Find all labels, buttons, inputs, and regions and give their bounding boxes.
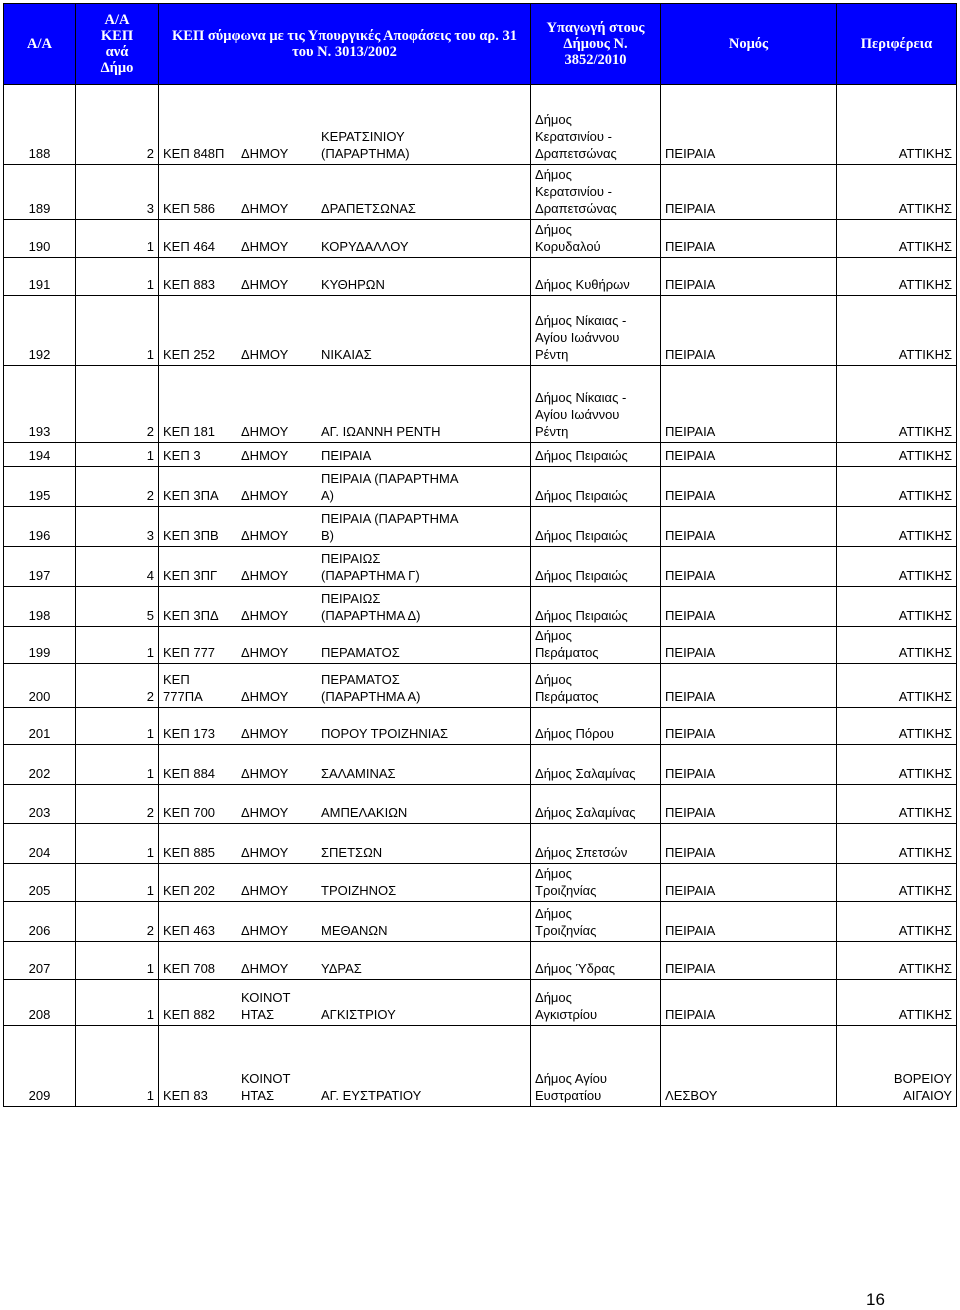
row-nomos-cell: ΠΕΙΡΑΙΑ <box>661 824 837 864</box>
row-dimos-cell: Δήμος Περάματος <box>531 627 661 664</box>
row-dimos-cell: Δήμος Πειραιώς <box>531 547 661 587</box>
row-kep-cell <box>159 443 531 467</box>
row-aa-cell: 208 <box>4 980 76 1026</box>
row-dimos-cell: Δήμος Αγκιστρίου <box>531 980 661 1026</box>
row-dimos-cell: Δήμος Πόρου <box>531 708 661 745</box>
row-perifereia-cell: ΑΤΤΙΚΗΣ <box>837 366 957 443</box>
row-kep-dimou: ΔΗΜΟΥ <box>241 488 289 503</box>
row-nomos-cell: ΠΕΙΡΑΙΑ <box>661 942 837 980</box>
table-row <box>4 507 957 547</box>
row-nomos-cell: ΠΕΙΡΑΙΑ <box>661 902 837 942</box>
row-perifereia-cell: ΑΤΤΙΚΗΣ <box>837 745 957 785</box>
row-per-dimo-cell: 2 <box>76 902 159 942</box>
table-row <box>4 902 957 942</box>
row-aa-cell: 192 <box>4 296 76 366</box>
row-perifereia-cell: ΑΤΤΙΚΗΣ <box>837 664 957 708</box>
row-kep-code: ΚΕΠ 173 <box>163 726 216 741</box>
row-perifereia-cell: ΑΤΤΙΚΗΣ <box>837 864 957 902</box>
row-perifereia-cell: ΑΤΤΙΚΗΣ <box>837 708 957 745</box>
row-kep-name: ΠΟΡΟΥ ΤΡΟΙΖΗΝΙΑΣ <box>321 726 449 741</box>
row-kep-name: ΚΥΘΗΡΩΝ <box>321 277 385 292</box>
table-row <box>4 467 957 507</box>
row-aa-cell: 205 <box>4 864 76 902</box>
row-kep-cell <box>159 296 531 366</box>
row-kep-code: ΚΕΠ 464 <box>163 239 216 254</box>
row-per-dimo-cell: 1 <box>76 296 159 366</box>
row-per-dimo-cell: 4 <box>76 547 159 587</box>
row-kep-dimou: ΔΗΜΟΥ <box>241 146 289 161</box>
row-kep-cell <box>159 507 531 547</box>
row-aa-cell: 196 <box>4 507 76 547</box>
row-kep-name: ΠΕΙΡΑΙΑ <box>321 448 372 463</box>
row-kep-name: ΥΔΡΑΣ <box>321 961 362 976</box>
table-row <box>4 980 957 1026</box>
table-row <box>4 296 957 366</box>
row-per-dimo-cell: 1 <box>76 443 159 467</box>
row-perifereia-cell: ΑΤΤΙΚΗΣ <box>837 627 957 664</box>
row-kep-cell <box>159 258 531 296</box>
row-kep-code: ΚΕΠ 884 <box>163 766 216 781</box>
row-kep-cell <box>159 366 531 443</box>
row-kep-code: ΚΕΠ 3ΠΔ <box>163 608 219 623</box>
row-kep-dimou: ΚΟΙΝΟΤ ΗΤΑΣ <box>241 1071 291 1103</box>
row-perifereia-cell: ΑΤΤΙΚΗΣ <box>837 942 957 980</box>
row-kep-cell <box>159 85 531 165</box>
row-kep-code: ΚΕΠ 202 <box>163 883 216 898</box>
row-kep-code: ΚΕΠ 3ΠΓ <box>163 568 218 583</box>
row-per-dimo-cell: 2 <box>76 785 159 824</box>
row-nomos-cell: ΠΕΙΡΑΙΑ <box>661 296 837 366</box>
row-kep-code: ΚΕΠ 3ΠΑ <box>163 488 219 503</box>
row-nomos-cell: ΠΕΙΡΑΙΑ <box>661 627 837 664</box>
header-aa-per-dimo: Α/Α ΚΕΠ ανά Δήμο <box>76 4 159 85</box>
row-kep-dimou: ΔΗΜΟΥ <box>241 726 289 741</box>
header-perifereia: Περιφέρεια <box>837 4 957 85</box>
row-per-dimo-cell: 1 <box>76 1026 159 1107</box>
row-dimos-cell: Δήμος Αγίου Ευστρατίου <box>531 1026 661 1107</box>
row-dimos-cell: Δήμος Πειραιώς <box>531 587 661 627</box>
header-kep: ΚΕΠ σύμφωνα με τις Υπουργικές Αποφάσεις του αρ. 31 του Ν. 3013/2002 <box>159 4 531 85</box>
row-dimos-cell: Δήμος Ύδρας <box>531 942 661 980</box>
row-dimos-cell: Δήμος Κορυδαλού <box>531 220 661 258</box>
row-kep-name: ΑΜΠΕΛΑΚΙΩΝ <box>321 805 408 820</box>
row-kep-code: ΚΕΠ 700 <box>163 805 216 820</box>
row-aa-cell: 195 <box>4 467 76 507</box>
row-kep-name: ΠΕΡΑΜΑΤΟΣ (ΠΑΡΑΡΤΗΜΑ Α) <box>321 672 421 704</box>
table-row <box>4 85 957 165</box>
row-kep-cell <box>159 627 531 664</box>
row-per-dimo-cell: 1 <box>76 745 159 785</box>
row-kep-cell <box>159 942 531 980</box>
table-row <box>4 942 957 980</box>
row-kep-cell <box>159 745 531 785</box>
row-kep-cell <box>159 1026 531 1107</box>
row-nomos-cell: ΠΕΙΡΑΙΑ <box>661 745 837 785</box>
row-kep-dimou: ΔΗΜΟΥ <box>241 845 289 860</box>
row-kep-code: ΚΕΠ 848Π <box>163 146 225 161</box>
row-kep-dimou: ΔΗΜΟΥ <box>241 201 289 216</box>
row-dimos-cell: Δήμος Τροιζηνίας <box>531 864 661 902</box>
row-per-dimo-cell: 1 <box>76 824 159 864</box>
row-kep-code: ΚΕΠ 708 <box>163 961 216 976</box>
row-kep-code: ΚΕΠ 882 <box>163 1007 216 1022</box>
row-kep-code: ΚΕΠ 252 <box>163 347 216 362</box>
row-nomos-cell: ΠΕΙΡΑΙΑ <box>661 220 837 258</box>
row-aa-cell: 189 <box>4 165 76 220</box>
row-kep-dimou: ΔΗΜΟΥ <box>241 528 289 543</box>
row-perifereia-cell: ΑΤΤΙΚΗΣ <box>837 85 957 165</box>
table-row <box>4 443 957 467</box>
header-ypagogi: Υπαγωγή στους Δήμους Ν. 3852/2010 <box>531 4 661 85</box>
table-row <box>4 627 957 664</box>
row-dimos-cell: Δήμος Νίκαιας - Αγίου Ιωάννου Ρέντη <box>531 366 661 443</box>
row-nomos-cell: ΠΕΙΡΑΙΑ <box>661 980 837 1026</box>
row-kep-name: ΣΑΛΑΜΙΝΑΣ <box>321 766 396 781</box>
row-perifereia-cell: ΑΤΤΙΚΗΣ <box>837 467 957 507</box>
row-nomos-cell: ΠΕΙΡΑΙΑ <box>661 507 837 547</box>
table-row <box>4 864 957 902</box>
row-aa-cell: 206 <box>4 902 76 942</box>
row-kep-cell <box>159 864 531 902</box>
row-kep-cell <box>159 708 531 745</box>
row-kep-cell <box>159 824 531 864</box>
row-aa-cell: 191 <box>4 258 76 296</box>
row-aa-cell: 209 <box>4 1026 76 1107</box>
table-row <box>4 258 957 296</box>
row-kep-cell <box>159 902 531 942</box>
row-kep-dimou: ΔΗΜΟΥ <box>241 277 289 292</box>
row-nomos-cell: ΛΕΣΒΟΥ <box>661 1026 837 1107</box>
table-row <box>4 587 957 627</box>
row-aa-cell: 202 <box>4 745 76 785</box>
row-aa-cell: 197 <box>4 547 76 587</box>
row-perifereia-cell: ΑΤΤΙΚΗΣ <box>837 443 957 467</box>
row-dimos-cell: Δήμος Κερατσινίου - Δραπετσώνας <box>531 165 661 220</box>
row-per-dimo-cell: 2 <box>76 664 159 708</box>
row-kep-dimou: ΔΗΜΟΥ <box>241 239 289 254</box>
row-dimos-cell: Δήμος Σαλαμίνας <box>531 745 661 785</box>
row-kep-name: ΑΓ. ΕΥΣΤΡΑΤΙΟΥ <box>321 1088 422 1103</box>
table-row <box>4 745 957 785</box>
row-kep-name: ΠΕΡΑΜΑΤΟΣ <box>321 645 400 660</box>
table-row <box>4 664 957 708</box>
row-perifereia-cell: ΑΤΤΙΚΗΣ <box>837 296 957 366</box>
row-nomos-cell: ΠΕΙΡΑΙΑ <box>661 443 837 467</box>
header-nomos: Νομός <box>661 4 837 85</box>
row-nomos-cell: ΠΕΙΡΑΙΑ <box>661 547 837 587</box>
table-row <box>4 547 957 587</box>
row-aa-cell: 204 <box>4 824 76 864</box>
table-row <box>4 366 957 443</box>
row-kep-name: ΚΟΡΥΔΑΛΛΟΥ <box>321 239 409 254</box>
row-perifereia-cell: ΑΤΤΙΚΗΣ <box>837 547 957 587</box>
row-per-dimo-cell: 3 <box>76 507 159 547</box>
row-per-dimo-cell: 3 <box>76 165 159 220</box>
row-kep-cell <box>159 467 531 507</box>
row-dimos-cell: Δήμος Κερατσινίου - Δραπετσώνας <box>531 85 661 165</box>
row-kep-dimou: ΔΗΜΟΥ <box>241 347 289 362</box>
row-kep-name: ΝΙΚΑΙΑΣ <box>321 347 372 362</box>
row-aa-cell: 200 <box>4 664 76 708</box>
row-aa-cell: 207 <box>4 942 76 980</box>
row-per-dimo-cell: 1 <box>76 942 159 980</box>
row-kep-dimou: ΔΗΜΟΥ <box>241 923 289 938</box>
row-per-dimo-cell: 5 <box>76 587 159 627</box>
row-nomos-cell: ΠΕΙΡΑΙΑ <box>661 864 837 902</box>
row-perifereia-cell: ΑΤΤΙΚΗΣ <box>837 785 957 824</box>
table-row <box>4 708 957 745</box>
row-kep-dimou: ΔΗΜΟΥ <box>241 766 289 781</box>
row-dimos-cell: Δήμος Πειραιώς <box>531 443 661 467</box>
row-aa-cell: 188 <box>4 85 76 165</box>
row-per-dimo-cell: 2 <box>76 85 159 165</box>
row-aa-cell: 193 <box>4 366 76 443</box>
row-kep-code: ΚΕΠ 777 <box>163 645 216 660</box>
row-kep-name: ΠΕΙΡΑΙΑ (ΠΑΡΑΡΤΗΜΑ Α) <box>321 471 459 503</box>
header-aa: Α/Α <box>4 4 76 85</box>
row-kep-cell <box>159 587 531 627</box>
row-dimos-cell: Δήμος Σπετσών <box>531 824 661 864</box>
row-perifereia-cell: ΒΟΡΕΙΟΥ ΑΙΓΑΙΟΥ <box>837 1026 957 1107</box>
row-dimos-cell: Δήμος Τροιζηνίας <box>531 902 661 942</box>
row-kep-dimou: ΔΗΜΟΥ <box>241 689 289 704</box>
row-kep-cell <box>159 785 531 824</box>
row-kep-code: ΚΕΠ 586 <box>163 201 216 216</box>
row-kep-code: ΚΕΠ 885 <box>163 845 216 860</box>
row-kep-name: ΔΡΑΠΕΤΣΩΝΑΣ <box>321 201 416 216</box>
table-row <box>4 220 957 258</box>
row-dimos-cell: Δήμος Πειραιώς <box>531 507 661 547</box>
row-kep-code: ΚΕΠ 777ΠΑ <box>163 672 203 704</box>
row-dimos-cell: Δήμος Κυθήρων <box>531 258 661 296</box>
row-kep-code: ΚΕΠ 3 <box>163 448 201 463</box>
table-row <box>4 785 957 824</box>
row-kep-dimou: ΔΗΜΟΥ <box>241 961 289 976</box>
row-dimos-cell: Δήμος Πειραιώς <box>531 467 661 507</box>
row-kep-code: ΚΕΠ 83 <box>163 1088 208 1103</box>
row-kep-name: ΚΕΡΑΤΣΙΝΙΟΥ (ΠΑΡΑΡΤΗΜΑ) <box>321 129 410 161</box>
row-per-dimo-cell: 1 <box>76 980 159 1026</box>
row-kep-name: ΠΕΙΡΑΙΩΣ (ΠΑΡΑΡΤΗΜΑ Δ) <box>321 591 421 623</box>
row-nomos-cell: ΠΕΙΡΑΙΑ <box>661 785 837 824</box>
row-per-dimo-cell: 2 <box>76 366 159 443</box>
row-kep-code: ΚΕΠ 181 <box>163 424 216 439</box>
row-per-dimo-cell: 1 <box>76 220 159 258</box>
row-dimos-cell: Δήμος Σαλαμίνας <box>531 785 661 824</box>
row-nomos-cell: ΠΕΙΡΑΙΑ <box>661 587 837 627</box>
row-nomos-cell: ΠΕΙΡΑΙΑ <box>661 664 837 708</box>
row-kep-cell <box>159 220 531 258</box>
row-nomos-cell: ΠΕΙΡΑΙΑ <box>661 467 837 507</box>
row-aa-cell: 201 <box>4 708 76 745</box>
row-kep-dimou: ΔΗΜΟΥ <box>241 608 289 623</box>
row-kep-cell <box>159 165 531 220</box>
row-kep-dimou: ΔΗΜΟΥ <box>241 448 289 463</box>
page-number: 16 <box>866 1290 885 1309</box>
row-perifereia-cell: ΑΤΤΙΚΗΣ <box>837 902 957 942</box>
row-per-dimo-cell: 1 <box>76 258 159 296</box>
row-kep-cell <box>159 547 531 587</box>
row-per-dimo-cell: 1 <box>76 864 159 902</box>
row-kep-cell <box>159 980 531 1026</box>
header-row <box>4 4 957 85</box>
row-kep-code: ΚΕΠ 3ΠΒ <box>163 528 219 543</box>
row-aa-cell: 203 <box>4 785 76 824</box>
table-row <box>4 165 957 220</box>
row-kep-name: ΑΓΚΙΣΤΡΙΟΥ <box>321 1007 396 1022</box>
row-aa-cell: 198 <box>4 587 76 627</box>
row-perifereia-cell: ΑΤΤΙΚΗΣ <box>837 587 957 627</box>
row-perifereia-cell: ΑΤΤΙΚΗΣ <box>837 824 957 864</box>
row-kep-dimou: ΔΗΜΟΥ <box>241 805 289 820</box>
row-perifereia-cell: ΑΤΤΙΚΗΣ <box>837 165 957 220</box>
row-per-dimo-cell: 1 <box>76 627 159 664</box>
row-nomos-cell: ΠΕΙΡΑΙΑ <box>661 366 837 443</box>
table-row <box>4 1026 957 1107</box>
row-nomos-cell: ΠΕΙΡΑΙΑ <box>661 165 837 220</box>
row-kep-name: ΑΓ. ΙΩΑΝΝΗ ΡΕΝΤΗ <box>321 424 441 439</box>
table-row <box>4 824 957 864</box>
row-perifereia-cell: ΑΤΤΙΚΗΣ <box>837 220 957 258</box>
row-per-dimo-cell: 2 <box>76 467 159 507</box>
row-kep-name: ΠΕΙΡΑΙΩΣ (ΠΑΡΑΡΤΗΜΑ Γ) <box>321 551 420 583</box>
row-kep-cell <box>159 664 531 708</box>
row-perifereia-cell: ΑΤΤΙΚΗΣ <box>837 507 957 547</box>
row-kep-dimou: ΔΗΜΟΥ <box>241 568 289 583</box>
row-nomos-cell: ΠΕΙΡΑΙΑ <box>661 258 837 296</box>
row-kep-dimou: ΔΗΜΟΥ <box>241 883 289 898</box>
row-kep-dimou: ΔΗΜΟΥ <box>241 645 289 660</box>
row-kep-name: ΤΡΟΙΖΗΝΟΣ <box>321 883 397 898</box>
row-kep-dimou: ΚΟΙΝΟΤ ΗΤΑΣ <box>241 990 291 1022</box>
row-nomos-cell: ΠΕΙΡΑΙΑ <box>661 85 837 165</box>
row-kep-dimou: ΔΗΜΟΥ <box>241 424 289 439</box>
row-dimos-cell: Δήμος Νίκαιας - Αγίου Ιωάννου Ρέντη <box>531 296 661 366</box>
row-dimos-cell: Δήμος Περάματος <box>531 664 661 708</box>
row-kep-code: ΚΕΠ 883 <box>163 277 216 292</box>
row-kep-name: ΣΠΕΤΣΩΝ <box>321 845 383 860</box>
row-perifereia-cell: ΑΤΤΙΚΗΣ <box>837 258 957 296</box>
row-kep-code: ΚΕΠ 463 <box>163 923 216 938</box>
kep-table <box>3 3 957 1107</box>
row-kep-name: ΜΕΘΑΝΩΝ <box>321 923 388 938</box>
row-kep-name: ΠΕΙΡΑΙΑ (ΠΑΡΑΡΤΗΜΑ Β) <box>321 511 459 543</box>
row-perifereia-cell: ΑΤΤΙΚΗΣ <box>837 980 957 1026</box>
row-aa-cell: 194 <box>4 443 76 467</box>
row-aa-cell: 190 <box>4 220 76 258</box>
row-per-dimo-cell: 1 <box>76 708 159 745</box>
row-aa-cell: 199 <box>4 627 76 664</box>
row-nomos-cell: ΠΕΙΡΑΙΑ <box>661 708 837 745</box>
